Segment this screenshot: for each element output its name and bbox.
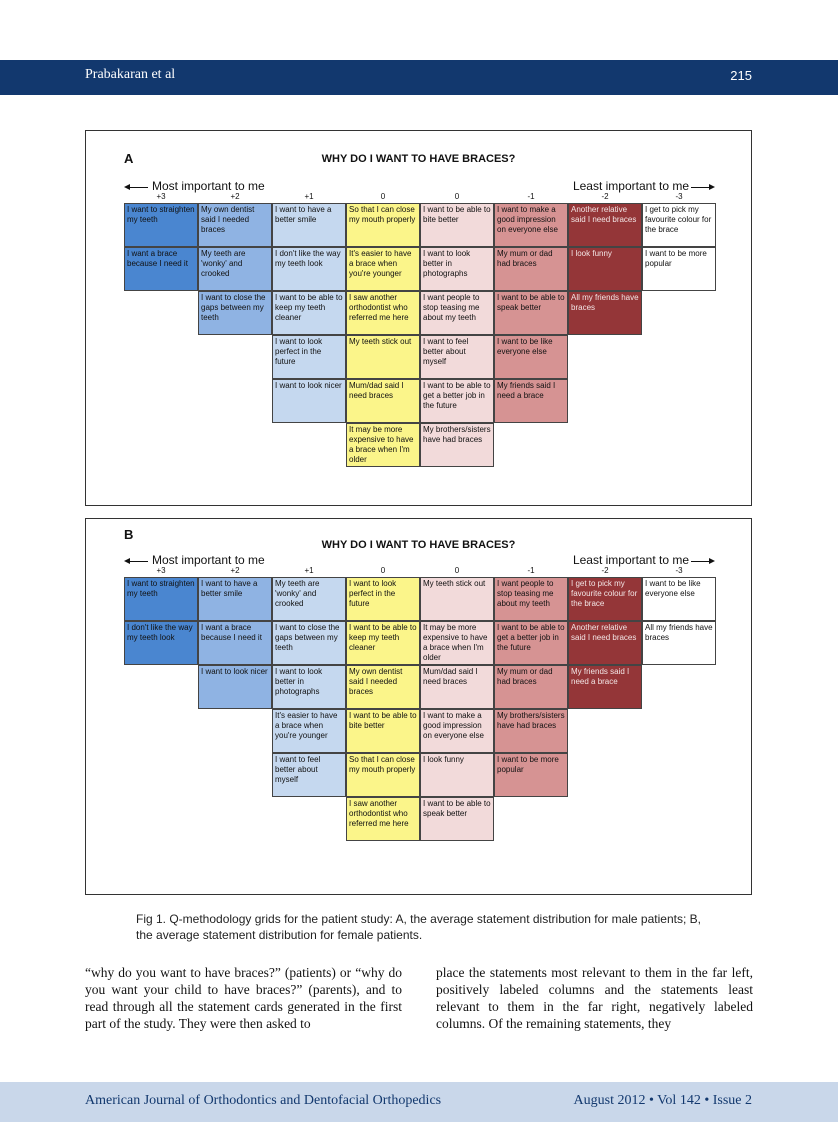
most-important-label: Most important to me: [152, 179, 265, 193]
column-score: -2: [601, 192, 609, 201]
statement-card: I want to straighten my teeth: [124, 577, 198, 621]
statement-card: I want to be able to speak better: [494, 291, 568, 335]
statement-card: I want to close the gaps between my teeth: [272, 621, 346, 665]
column-score: -1: [527, 566, 535, 575]
statement-card: I don't like the way my teeth look: [272, 247, 346, 291]
column-score: -3: [675, 192, 683, 201]
statement-card: My own dentist said I needed braces: [198, 203, 272, 247]
statement-card: I want to be like everyone else: [642, 577, 716, 621]
statement-card: I want to look better in photographs: [272, 665, 346, 709]
most-important-label: Most important to me: [152, 553, 265, 567]
statement-card: I want to make a good impression on everyone else: [494, 203, 568, 247]
statement-card: Mum/dad said I need braces: [420, 665, 494, 709]
left-arrow-line: [130, 561, 148, 562]
page-header: [0, 60, 838, 95]
figure-panel-b: [85, 518, 752, 895]
statement-card: My teeth are 'wonky' and crooked: [198, 247, 272, 291]
statement-card: I look funny: [420, 753, 494, 797]
column-score: +1: [304, 566, 314, 575]
statement-card: All my friends have braces: [642, 621, 716, 665]
statement-card: I want to be able to keep my teeth cleaner: [346, 621, 420, 665]
statement-card: I want to be able to get a better job in the future: [420, 379, 494, 423]
statement-card: Another relative said I need braces: [568, 203, 642, 247]
statement-card: My friends said I need a brace: [568, 665, 642, 709]
left-arrow-line: [130, 187, 148, 188]
grid-title: WHY DO I WANT TO HAVE BRACES?: [321, 539, 516, 551]
column-score: +1: [304, 192, 314, 201]
page-number: 215: [730, 68, 752, 83]
statement-card: Mum/dad said I need braces: [346, 379, 420, 423]
author-running-head: Prabakaran et al: [85, 67, 176, 82]
journal-issue: August 2012 • Vol 142 • Issue 2: [573, 1093, 752, 1108]
statement-card: So that I can close my mouth properly: [346, 753, 420, 797]
statement-card: I want to be able to speak better: [420, 797, 494, 841]
right-arrow-line: [691, 561, 709, 562]
panel-letter: B: [124, 527, 134, 542]
statement-card: It may be more expensive to have a brace when I'm older: [346, 423, 420, 467]
statement-card: I want to straighten my teeth: [124, 203, 198, 247]
statement-card: I want to look nicer: [198, 665, 272, 709]
statement-card: I want people to stop teasing me about my teeth: [420, 291, 494, 335]
statement-card: I don't like the way my teeth look: [124, 621, 198, 665]
statement-card: I get to pick my favourite colour for the brace: [642, 203, 716, 247]
statement-card: I want to be able to bite better: [420, 203, 494, 247]
column-score: +2: [230, 192, 240, 201]
panel-letter: A: [124, 151, 134, 166]
right-arrow-icon: [709, 184, 715, 190]
statement-card: I want to be more popular: [494, 753, 568, 797]
statement-card: My brothers/sisters have had braces: [494, 709, 568, 753]
grid-title: WHY DO I WANT TO HAVE BRACES?: [321, 153, 516, 165]
statement-card: I want to feel better about myself: [272, 753, 346, 797]
statement-card: My mum or dad had braces: [494, 665, 568, 709]
column-score: 0: [454, 566, 460, 575]
statement-card: So that I can close my mouth properly: [346, 203, 420, 247]
column-score: +3: [156, 192, 166, 201]
statement-card: I saw another orthodontist who referred me here: [346, 291, 420, 335]
statement-card: I want a brace because I need it: [124, 247, 198, 291]
column-score: -2: [601, 566, 609, 575]
statement-card: I want to be like everyone else: [494, 335, 568, 379]
journal-name: American Journal of Orthodontics and Dentofacial Orthopedics: [85, 1093, 442, 1108]
statement-card: Another relative said I need braces: [568, 621, 642, 665]
statement-card: I want to be able to bite better: [346, 709, 420, 753]
column-score: -3: [675, 566, 683, 575]
statement-card: My teeth stick out: [420, 577, 494, 621]
statement-card: My brothers/sisters have had braces: [420, 423, 494, 467]
statement-card: I want to be able to get a better job in the future: [494, 621, 568, 665]
statement-card: I want to be able to keep my teeth cleaner: [272, 291, 346, 335]
right-arrow-icon: [709, 558, 715, 564]
least-important-label: Least important to me: [572, 179, 689, 193]
statement-card: I want to look better in photographs: [420, 247, 494, 291]
statement-card: I want to be more popular: [642, 247, 716, 291]
column-score: +3: [156, 566, 166, 575]
statement-card: I want to close the gaps between my teeth: [198, 291, 272, 335]
figure-panel-a: [85, 130, 752, 506]
statement-card: My mum or dad had braces: [494, 247, 568, 291]
statement-card: All my friends have braces: [568, 291, 642, 335]
statement-card: It may be more expensive to have a brace when I'm older: [420, 621, 494, 665]
statement-card: It's easier to have a brace when you're younger: [272, 709, 346, 753]
statement-card: I saw another orthodontist who referred me here: [346, 797, 420, 841]
figure-caption: Fig 1. Q-methodology grids for the patient study: A, the average statement distribution for male patients; B, the average statement distribution for female patients.: [136, 912, 701, 942]
statement-card: I want people to stop teasing me about my teeth: [494, 577, 568, 621]
right-arrow-line: [691, 187, 709, 188]
statement-card: I want to have a better smile: [272, 203, 346, 247]
statement-card: I want to look nicer: [272, 379, 346, 423]
page-footer: [0, 1082, 838, 1122]
statement-card: I want to have a better smile: [198, 577, 272, 621]
least-important-label: Least important to me: [572, 553, 689, 567]
statement-card: My friends said I need a brace: [494, 379, 568, 423]
statement-card: My teeth are 'wonky' and crooked: [272, 577, 346, 621]
body-text-right-column: place the statements most relevant to them in the far left, positively labeled columns and the statements least relevant to them in the far right, negatively labeled columns. Of the remaining statements, they: [436, 965, 753, 1031]
statement-card: I want to look perfect in the future: [272, 335, 346, 379]
statement-card: I want to make a good impression on everyone else: [420, 709, 494, 753]
column-score: 0: [380, 192, 386, 201]
column-score: 0: [454, 192, 460, 201]
statement-card: My teeth stick out: [346, 335, 420, 379]
column-score: -1: [527, 192, 535, 201]
statement-card: I get to pick my favourite colour for the brace: [568, 577, 642, 621]
statement-card: I look funny: [568, 247, 642, 291]
body-text-left-column: “why do you want to have braces?” (patients) or “why do you want your child to have braces?” (parents), and to read through all the statement cards generated in the first part of the study. They were then asked to: [85, 965, 402, 1031]
column-score: 0: [380, 566, 386, 575]
column-score: +2: [230, 566, 240, 575]
statement-card: My own dentist said I needed braces: [346, 665, 420, 709]
statement-card: I want to look perfect in the future: [346, 577, 420, 621]
statement-card: I want a brace because I need it: [198, 621, 272, 665]
statement-card: I want to feel better about myself: [420, 335, 494, 379]
statement-card: It's easier to have a brace when you're younger: [346, 247, 420, 291]
